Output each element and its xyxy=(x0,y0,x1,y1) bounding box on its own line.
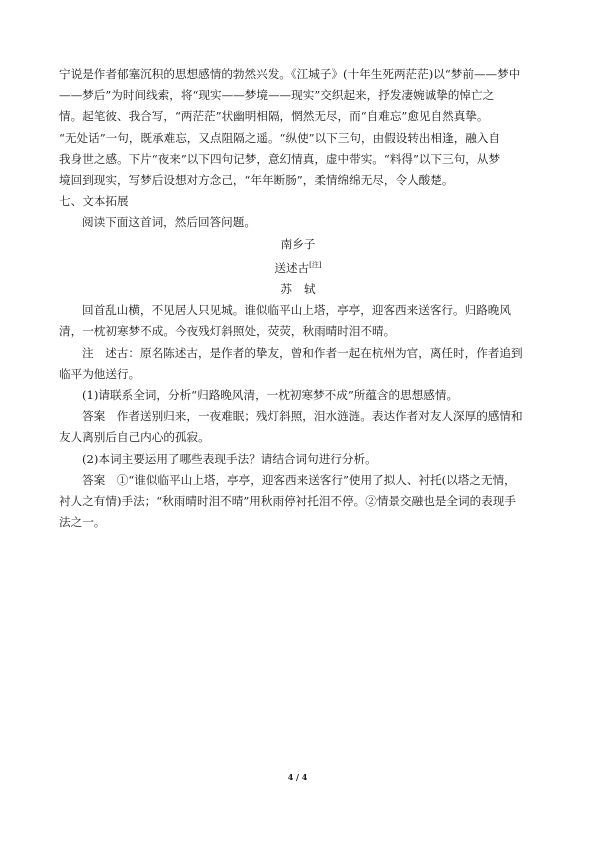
poem-author-name: 苏轼 xyxy=(280,281,328,296)
poem-body xyxy=(59,300,537,342)
question-text: (2)本词主要运用了哪些表现手法？请结合词句进行分析。 xyxy=(82,451,377,466)
poem-author xyxy=(59,279,537,300)
answer-line: 答案 作者送别归来，一夜难眠；残灯斜照，泪水涟涟。表达作者对友人深厚的感情和 xyxy=(82,409,523,424)
poem-subtitle-text: 送述古 xyxy=(274,260,310,275)
note-line: 注 述古：原名陈述古，是作者的挚友，曾和作者一起在杭州为官，离任时，作者追到 xyxy=(82,345,523,360)
question-block xyxy=(59,449,537,534)
answer-line: 友人离别后自己内心的孤寂。 xyxy=(59,430,210,445)
analysis-line: 我身世之感。下片“夜来”以下四句记梦，意幻情真，虚中带实。“料得”以下三句，从梦 xyxy=(59,151,501,166)
analysis-line: ——梦后”为时间线索，将“现实——梦境——现实”交织起来，抒发凄婉诚挚的悼亡之 xyxy=(59,88,495,103)
answer-line: 法之一。 xyxy=(59,515,106,530)
poem-title: 南乡子 xyxy=(280,236,316,251)
poem-note xyxy=(59,343,537,385)
section-instruction: 阅读下面这首词，然后回答问题。 xyxy=(82,215,256,230)
page-number: 4 / 4 xyxy=(287,772,308,782)
analysis-paragraph xyxy=(59,64,537,191)
answer-line: 答案 ①“谁似临平山上塔，亭亭，迎客西来送客行”使用了拟人、衬托(以塔之无情， xyxy=(82,472,516,487)
analysis-line: 境回到现实，写梦后设想对方念己，“年年断肠”，柔情绵绵无尽，令人酸楚。 xyxy=(59,173,454,188)
analysis-line: “无处话”一句，既承难忘，又点阻隔之遥。“纵使”以下三句，由假设转出相逢，融入自 xyxy=(59,130,501,145)
question-block xyxy=(59,385,537,449)
poem-line: 清，一枕初寒梦不成。今夜残灯斜照处，荧荧，秋雨晴时泪不晴。 xyxy=(59,324,396,339)
analysis-line: 情。起笔彼、我合写，“两茫茫”状幽明相隔，惘然无尽，而“自难忘”愈见自然真挚。 xyxy=(59,109,489,124)
section-heading: 七、文本拓展 xyxy=(59,194,129,209)
page-content xyxy=(59,64,537,533)
question-text: (1)请联系全词，分析“归路晚风清，一枕初寒梦不成”所蕴含的思想感情。 xyxy=(82,387,459,402)
footnote-mark: [注] xyxy=(309,260,322,269)
answer-line: 衬人之有情)手法；“秋雨晴时泪不晴”用秋雨停衬托泪不停。②情景交融也是全词的表现手 xyxy=(59,493,516,508)
poem-line: 回首乱山横，不见居人只见城。谁似临平山上塔，亭亭，迎客西来送客行。归路晚风 xyxy=(82,303,511,318)
note-line: 临平为他送行。 xyxy=(59,366,141,381)
analysis-line: 宁说是作者郁塞沉积的思想感情的勃然兴发。《江城子》(十年生死两茫茫)以“梦前——梦中 xyxy=(59,67,521,81)
poem-subtitle xyxy=(59,255,537,279)
